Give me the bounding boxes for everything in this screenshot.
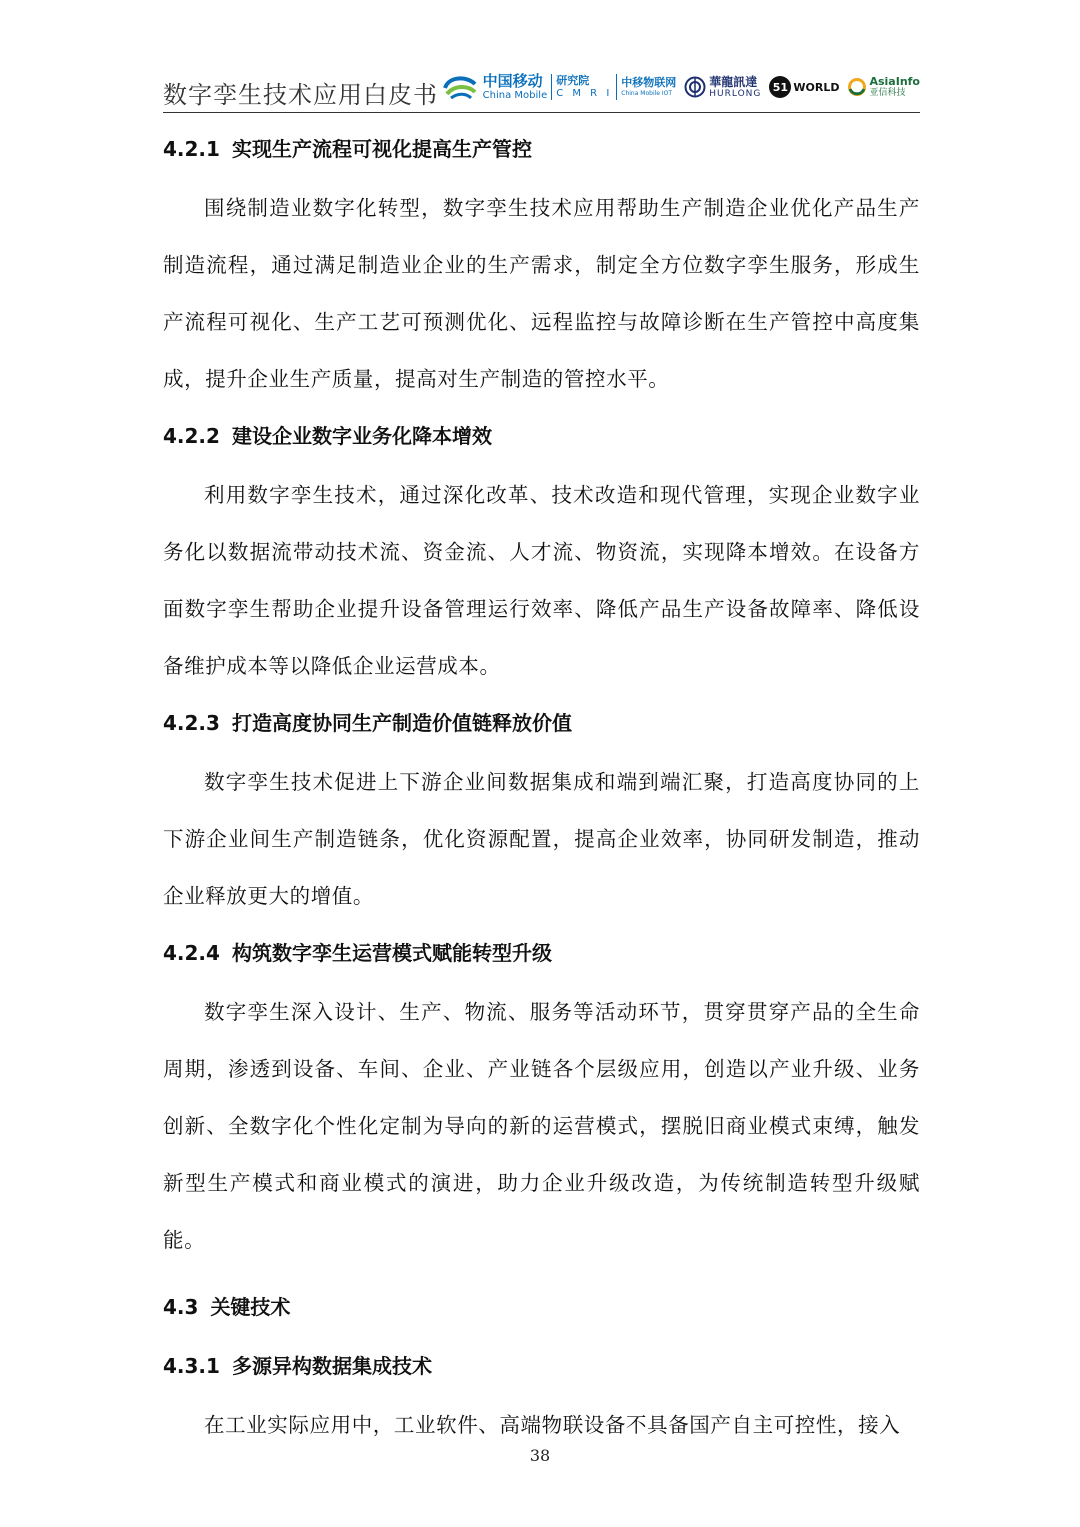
china-mobile-logo — [441, 71, 677, 101]
section-body-4-2-4: 数字孪生深入设计、生产、物流、服务等活动环节，贯穿贯穿产品的全生命周期，渗透到设备、车间、企业、产业链各个层级应用，创造以产业升级、业务创新、全数字化个性化定制为导向的新的运营模式，摆脱旧商业模式束缚，触发新型生产模式和商业模式的演进，助力企业升级改造，为传统制造转型升级赋能。 — [163, 1000, 920, 1252]
partner-logos — [433, 70, 920, 104]
section-heading-4-2-3: 4.2.3 打造高度协同生产制造价值链释放价值 — [163, 711, 572, 735]
iot-en: China Mobile IOT — [621, 90, 673, 97]
asiainfo-mark-icon — [847, 77, 867, 97]
section-heading-4-2-1: 4.2.1 实现生产流程可视化提高生产管控 — [163, 137, 532, 161]
section-heading-4-3: 4.3 关键技术 — [163, 1295, 291, 1319]
hurlong-en: HURLONG — [709, 88, 762, 99]
section-body-4-3-1: 在工业实际应用中，工业软件、高端物联设备不具备国产自主可控性，接入 — [204, 1413, 901, 1437]
hurlong-cn: 華龍訊達 — [709, 74, 758, 89]
cmri-en: C M R I — [556, 88, 613, 99]
document-title: 数字孪生技术应用白皮书 — [163, 81, 438, 109]
page-content — [163, 125, 920, 1454]
asiainfo-logo — [847, 76, 920, 98]
section-heading-4-2-4: 4.2.4 构筑数字孪生运营模式赋能转型升级 — [163, 941, 552, 965]
china-mobile-mark-icon — [441, 74, 479, 100]
iot-cn: 中移物联网 — [621, 76, 677, 89]
page-header — [163, 62, 920, 113]
china-mobile-cn: 中国移动 — [482, 71, 543, 90]
china-mobile-en: China Mobile — [482, 89, 548, 101]
section-heading-4-3-1: 4.3.1 多源异构数据集成技术 — [163, 1354, 432, 1378]
cmri-cn: 研究院 — [556, 74, 590, 87]
logo-divider — [616, 74, 617, 100]
section-body-4-2-3: 数字孪生技术促进上下游企业间数据集成和端到端汇聚，打造高度协同的上下游企业间生产制造链条，优化资源配置，提高企业效率，协同研发制造，推动企业释放更大的增值。 — [163, 770, 920, 908]
section-heading-4-2-2: 4.2.2 建设企业数字业务化降本增效 — [163, 424, 492, 448]
section-body-4-2-2: 利用数字孪生技术，通过深化改革、技术改造和现代管理，实现企业数字业务化以数据流带动技术流、资金流、人才流、物资流，实现降本增效。在设备方面数字孪生帮助企业提升设备管理运行效率、降低产品生产设备故障率、降低设备维护成本等以降低企业运营成本。 — [163, 483, 920, 678]
logo-divider — [551, 74, 552, 100]
51world-mark: 51 — [769, 76, 791, 98]
51world-logo — [769, 76, 839, 98]
section-body-4-2-1: 围绕制造业数字化转型，数字孪生技术应用帮助生产制造企业优化产品生产制造流程，通过满足制造业企业的生产需求，制定全方位数字孪生服务，形成生产流程可视化、生产工艺可预测优化、远程监控与故障诊断在生产管控中高度集成，提升企业生产质量，提高对生产制造的管控水平。 — [163, 196, 920, 391]
hurlong-mark-icon — [684, 76, 706, 98]
51world-text: WORLD — [793, 80, 840, 94]
asiainfo-cn: 亚信科技 — [869, 88, 906, 98]
page-number: 38 — [529, 1446, 551, 1465]
hurlong-logo — [684, 76, 761, 99]
asiainfo-en: AsiaInfo — [869, 75, 920, 88]
